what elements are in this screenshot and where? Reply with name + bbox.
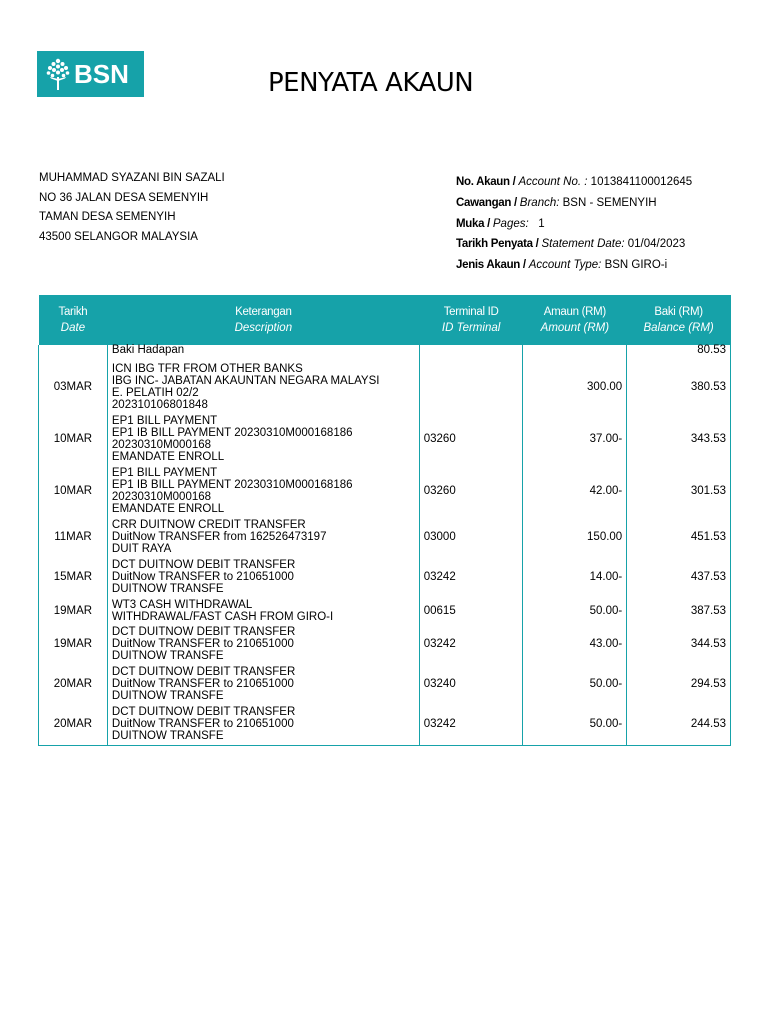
cell-terminal-id xyxy=(419,345,523,362)
description-line: EP1 BILL PAYMENT xyxy=(111,415,218,428)
statement-date-row xyxy=(456,234,692,255)
cell-date: 10MAR xyxy=(39,466,108,518)
table-row xyxy=(39,558,731,598)
cell-date: 15MAR xyxy=(39,558,108,598)
description-line: 20230310M000168 xyxy=(111,491,212,503)
pages-row xyxy=(456,214,692,235)
description-line: DuitNow TRANSFER to 210651000 xyxy=(111,571,294,584)
description-line: DUITNOW TRANSFE xyxy=(111,582,224,595)
description-line: DUIT RAYA xyxy=(111,542,172,555)
description-line: DuitNow TRANSFER to 210651000 xyxy=(111,678,294,691)
cell-description xyxy=(107,598,419,625)
description-line: DCT DUITNOW DEBIT TRANSFER xyxy=(111,666,296,679)
cell-description xyxy=(107,345,419,362)
table-row xyxy=(39,625,731,665)
cell-amount: 50.00- xyxy=(523,665,627,705)
cell-description xyxy=(107,518,419,558)
cell-balance: 437.53 xyxy=(627,558,731,598)
address-line: NO 36 JALAN DESA SEMENYIH xyxy=(39,191,209,204)
table-header xyxy=(39,295,731,345)
logo-text: BSN xyxy=(74,58,129,89)
cell-amount xyxy=(523,345,627,362)
description-line: DUITNOW TRANSFE xyxy=(111,689,224,702)
cell-description xyxy=(107,362,419,414)
cell-balance: 380.53 xyxy=(627,362,731,414)
address-line: 43500 SELANGOR MALAYSIA xyxy=(39,230,198,243)
branch-value: BSN - SEMENYIH xyxy=(559,196,657,209)
cell-balance: 451.53 xyxy=(627,518,731,558)
header-balance: Baki (RM) Balance (RM) xyxy=(643,306,714,334)
description-line: DCT DUITNOW DEBIT TRANSFER xyxy=(111,559,296,572)
cell-date: 19MAR xyxy=(39,598,108,625)
description-line: 20230310M000168 xyxy=(111,439,212,451)
cell-balance: 387.53 xyxy=(627,598,731,625)
cell-date: 03MAR xyxy=(39,362,108,414)
header-description: Keterangan Description xyxy=(234,306,293,334)
table-row xyxy=(39,705,731,745)
cell-date xyxy=(39,345,108,362)
header-terminal: Terminal ID ID Terminal xyxy=(441,306,501,334)
account-no-value: 1013841100012645 xyxy=(587,176,693,188)
description-line: DUITNOW TRANSFE xyxy=(111,649,224,662)
pages-label: Muka / xyxy=(456,217,493,230)
account-details xyxy=(456,172,692,276)
cell-date: 19MAR xyxy=(39,625,108,665)
cell-amount: 14.00- xyxy=(523,558,627,598)
description-line: 202310106801848 xyxy=(111,398,208,411)
cell-amount: 150.00 xyxy=(523,518,627,558)
statement-date-value: 01/04/2023 xyxy=(624,238,686,251)
cell-terminal-id: 03000 xyxy=(419,518,523,558)
header-amount: Amaun (RM) Amount (RM) xyxy=(540,306,610,334)
description-line: WT3 CASH WITHDRAWAL xyxy=(111,598,253,611)
cell-date: 11MAR xyxy=(39,518,108,558)
cell-amount: 43.00- xyxy=(523,625,627,665)
cell-amount: 37.00- xyxy=(523,414,627,466)
account-type-label-en: Account Type: xyxy=(528,259,602,272)
branch-label: Cawangan / xyxy=(456,196,520,209)
cell-balance: 80.53 xyxy=(627,345,731,362)
description-line: WITHDRAWAL/FAST CASH FROM GIRO-I xyxy=(111,610,334,623)
address-line: MUHAMMAD SYAZANI BIN SAZALI xyxy=(39,172,225,184)
cell-date: 20MAR xyxy=(39,705,108,745)
account-no-row xyxy=(456,172,692,193)
description-line: IBG INC- JABATAN AKAUNTAN NEGARA MALAYSI xyxy=(111,375,380,388)
cell-terminal-id: 03240 xyxy=(419,665,523,705)
table-row xyxy=(39,598,731,625)
pages-label-en: Pages: xyxy=(492,217,529,230)
description-line: EP1 BILL PAYMENT xyxy=(111,467,218,480)
cell-description xyxy=(107,625,419,665)
cell-balance: 343.53 xyxy=(627,414,731,466)
cell-amount: 300.00 xyxy=(523,362,627,414)
table-row xyxy=(39,414,731,466)
description-line: DuitNow TRANSFER to 210651000 xyxy=(111,717,294,730)
tree-icon xyxy=(45,57,71,91)
transactions-table xyxy=(38,295,731,746)
cell-amount: 50.00- xyxy=(523,598,627,625)
description-line: DuitNow TRANSFER to 210651000 xyxy=(111,638,294,651)
account-type-label: Jenis Akaun / xyxy=(456,259,529,272)
account-type-value: BSN GIRO-i xyxy=(601,259,668,272)
cell-balance: 301.53 xyxy=(627,466,731,518)
cell-terminal-id: 03260 xyxy=(419,414,523,466)
description-line: Baki Hadapan xyxy=(111,344,185,356)
pages-value: 1 xyxy=(528,217,545,230)
description-line: EP1 IB BILL PAYMENT 20230310M000168186 xyxy=(111,479,353,492)
cell-balance: 294.53 xyxy=(627,665,731,705)
description-line: ICN IBG TFR FROM OTHER BANKS xyxy=(111,363,303,376)
account-no-label-en: Account No. : xyxy=(518,176,588,188)
cell-date: 20MAR xyxy=(39,665,108,705)
bsn-logo xyxy=(37,51,144,97)
description-line: DuitNow TRANSFER from 162526473197 xyxy=(111,531,327,544)
cell-description xyxy=(107,558,419,598)
branch-label-en: Branch: xyxy=(519,196,560,209)
cell-terminal-id: 03242 xyxy=(419,705,523,745)
cell-amount: 42.00- xyxy=(523,466,627,518)
branch-row xyxy=(456,193,692,214)
page-title: PENYATA AKAUN xyxy=(268,68,474,98)
description-line: DUITNOW TRANSFE xyxy=(111,729,224,742)
account-no-label: No. Akaun / xyxy=(456,176,519,188)
statement-date-label: Tarikh Penyata / xyxy=(456,238,542,251)
header-date: Tarikh Date xyxy=(58,306,88,334)
description-line: EMANDATE ENROLL xyxy=(111,502,225,515)
cell-description xyxy=(107,705,419,745)
customer-address xyxy=(39,169,225,247)
cell-terminal-id: 03242 xyxy=(419,558,523,598)
table-row xyxy=(39,362,731,414)
description-line: EMANDATE ENROLL xyxy=(111,450,225,463)
description-line: E. PELATIH 02/2 xyxy=(111,387,199,399)
cell-balance: 344.53 xyxy=(627,625,731,665)
account-type-row xyxy=(456,255,692,276)
cell-description xyxy=(107,466,419,518)
table-row xyxy=(39,466,731,518)
cell-description xyxy=(107,665,419,705)
table-row xyxy=(39,518,731,558)
cell-terminal-id xyxy=(419,362,523,414)
table-row xyxy=(39,345,731,362)
address-line: TAMAN DESA SEMENYIH xyxy=(39,211,176,223)
cell-amount: 50.00- xyxy=(523,705,627,745)
cell-terminal-id: 00615 xyxy=(419,598,523,625)
description-line: CRR DUITNOW CREDIT TRANSFER xyxy=(111,519,306,532)
table-row xyxy=(39,665,731,705)
cell-balance: 244.53 xyxy=(627,705,731,745)
cell-terminal-id: 03260 xyxy=(419,466,523,518)
cell-terminal-id: 03242 xyxy=(419,625,523,665)
description-line: EP1 IB BILL PAYMENT 20230310M000168186 xyxy=(111,427,353,440)
cell-description xyxy=(107,414,419,466)
statement-date-label-en: Statement Date: xyxy=(541,238,625,251)
cell-date: 10MAR xyxy=(39,414,108,466)
description-line: DCT DUITNOW DEBIT TRANSFER xyxy=(111,626,296,639)
description-line: DCT DUITNOW DEBIT TRANSFER xyxy=(111,706,296,719)
